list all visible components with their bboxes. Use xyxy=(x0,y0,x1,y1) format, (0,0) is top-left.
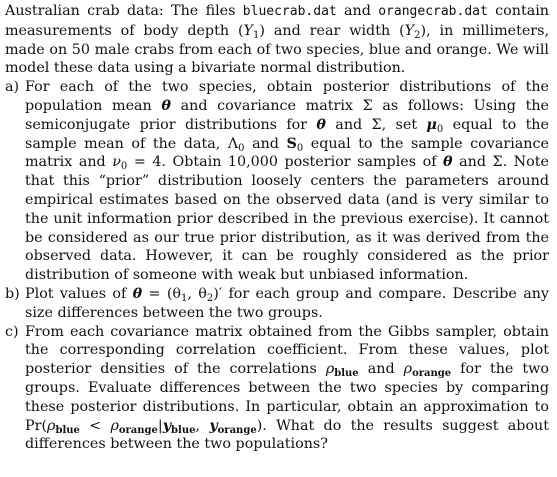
rho-symbol: ρ xyxy=(403,361,413,378)
sub: 0 xyxy=(120,161,128,173)
rho-symbol: ρ xyxy=(47,417,56,434)
mu-symbol: μ xyxy=(426,116,437,133)
theta-symbol: θ xyxy=(161,97,171,114)
item-text xyxy=(25,78,549,285)
text: and Σ. Note that this “prior” distribution loosely centers the parameters around empirical estimates based on the observed data (and is very similar to the unit information prior described in the previous exercise). It cannot be considered as our true prior distribution, as it was derived from the observed data. However, it can be roughly considered as the prior distribution of someone with weak but unbiased information. xyxy=(25,154,549,284)
sub: 2 xyxy=(414,29,421,41)
theta-symbol: θ xyxy=(443,154,453,171)
intro-text: and xyxy=(336,3,379,19)
intro-text: ) and rear width ( xyxy=(259,22,405,39)
text: and covariance matrix Σ as follows: Using the semiconjugate prior distributions for xyxy=(25,97,549,133)
file-orangecrab: orangecrab.dat xyxy=(378,4,488,19)
text: Plot values of xyxy=(25,285,133,302)
sub: 1 xyxy=(181,292,188,304)
text: From each covariance matrix obtained from the Gibbs sampler, obtain the corresponding correlation coefficient. From these values, plot posterior densities of the correlations xyxy=(25,323,549,378)
item-label: b) xyxy=(5,285,20,302)
item-text xyxy=(25,285,549,323)
intro-text: Australian crab data: The files xyxy=(5,3,243,19)
file-bluecrab: bluecrab.dat xyxy=(242,4,337,19)
text: , θ xyxy=(187,285,207,302)
sub-blue: blue xyxy=(171,424,196,436)
sub: 2 xyxy=(206,292,214,304)
item-label: a) xyxy=(5,79,20,96)
s-symbol: S xyxy=(286,135,297,152)
rho-symbol: ρ xyxy=(325,361,335,378)
text: and xyxy=(358,361,404,378)
text: = 4. Obtain 10,000 posterior samples of xyxy=(127,154,444,171)
sub-blue: blue xyxy=(334,368,359,380)
text: equal to the sample covariance matrix and xyxy=(25,135,549,171)
subquestion-b xyxy=(5,285,549,323)
text: for the two groups. Evaluate differences between the two species by comparing these posterior distributions. In particular, obtain an approximation to Pr( xyxy=(25,361,549,434)
intro-paragraph xyxy=(5,2,549,78)
text: < xyxy=(79,417,111,434)
theta-symbol: θ xyxy=(316,116,326,133)
item-label: c) xyxy=(5,323,19,340)
text: = (θ xyxy=(142,285,182,302)
subquestion-a xyxy=(5,78,549,285)
sub-orange: orange xyxy=(217,424,257,436)
var-y2: Y xyxy=(404,22,415,39)
y-symbol: y xyxy=(209,417,218,434)
sub: 0 xyxy=(238,142,245,154)
text: and xyxy=(244,135,287,152)
rho-symbol: ρ xyxy=(110,417,119,434)
text: ). What do the results suggest about differences between the two populations? xyxy=(25,417,550,453)
text: , xyxy=(195,417,210,434)
subquestion-list xyxy=(5,78,549,454)
sub: 0 xyxy=(436,123,444,135)
sub-blue: blue xyxy=(55,424,80,436)
var-y1: Y xyxy=(243,22,253,39)
theta-symbol: θ xyxy=(132,285,143,302)
intro-text: ), in millimeters, made on 50 male crabs from each of two species, blue and orange. We will model these data using a bivariate normal distribution. xyxy=(5,22,550,77)
nu-symbol: ν xyxy=(112,154,121,171)
item-text xyxy=(25,323,549,455)
text: )′ for each group and compare. Describe any size differences between the two groups. xyxy=(25,285,549,321)
subquestion-c xyxy=(5,323,549,455)
intro-text: contain measurements of body depth ( xyxy=(5,3,549,39)
text: | xyxy=(157,417,163,434)
sub-orange: orange xyxy=(412,368,452,380)
sub: 0 xyxy=(296,142,304,154)
text: For each of the two species, obtain posterior distributions of the population mean xyxy=(25,79,549,114)
text: equal to the sample mean of the data, Λ xyxy=(25,116,549,152)
y-symbol: y xyxy=(162,417,172,434)
sub-orange: orange xyxy=(118,424,158,436)
sub: 1 xyxy=(253,29,260,41)
text: and Σ, set xyxy=(325,116,427,133)
